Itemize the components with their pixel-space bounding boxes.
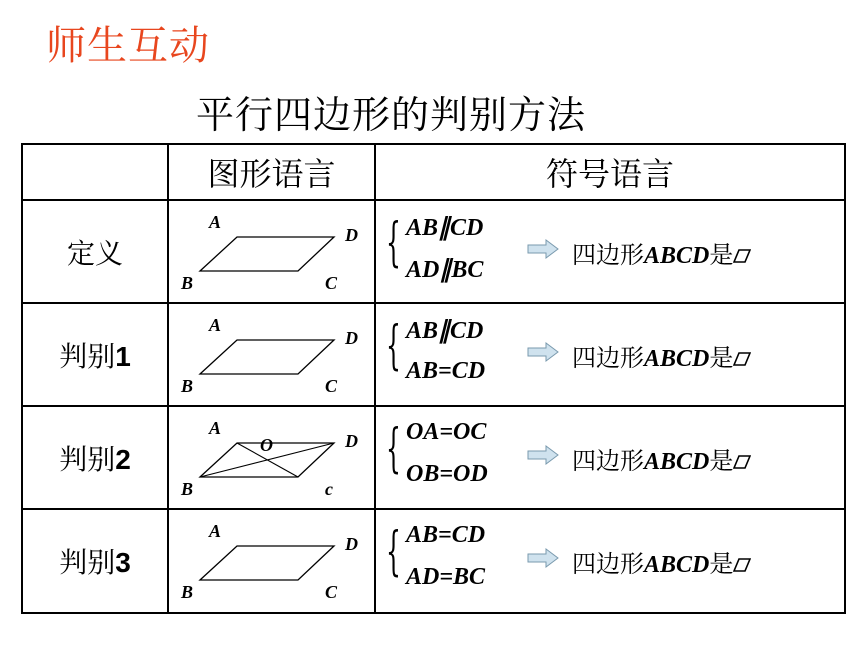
conclusion-prefix: 四边形 (572, 447, 644, 475)
conclusion-name: ABCD (644, 346, 710, 372)
condition-2: AB=CD (406, 358, 486, 384)
parallelogram-figure (169, 510, 374, 612)
parallelogram-figure (169, 201, 374, 302)
row-label (22, 303, 168, 406)
row-label (22, 200, 168, 303)
brace-icon: { (386, 316, 401, 376)
symbol-content (376, 407, 844, 508)
vertex-label-d: D (345, 431, 358, 451)
parallelogram-figure (169, 304, 374, 405)
vertex-label-a: A (209, 418, 222, 438)
parallelogram-figure (169, 407, 374, 508)
table-row (22, 200, 845, 303)
header-empty (22, 144, 168, 200)
row-label-text: 判别 (59, 546, 116, 579)
vertex-label-d: D (345, 225, 358, 245)
symbol-cell (375, 200, 845, 303)
conclusion-suffix: 是 (709, 550, 734, 578)
vertex-label-c: C (325, 273, 338, 293)
row-label-number: 2 (115, 443, 131, 475)
condition-1: AB∥CD (406, 318, 484, 344)
table-header-row (22, 144, 845, 200)
center-label-o: O (260, 435, 273, 455)
vertex-label-a: A (209, 521, 222, 541)
conclusion-prefix: 四边形 (572, 344, 644, 372)
page-title: 平行四边形的判别方法 (196, 93, 587, 137)
table-row (22, 406, 845, 509)
conclusion-text (572, 441, 751, 476)
condition-1: OA=OC (406, 419, 487, 445)
brace-icon: { (386, 213, 401, 273)
parallelogram-icon (733, 454, 751, 470)
symbol-content (376, 201, 844, 302)
conclusion-text (572, 338, 751, 373)
header-symbol-language: 符号语言 (375, 144, 845, 200)
header-title: 师生互动 (46, 23, 210, 69)
conclusion-name: ABCD (644, 243, 710, 269)
vertex-label-b: B (181, 582, 194, 602)
symbol-content (376, 510, 844, 612)
parallelogram-shape (200, 340, 334, 374)
condition-1: AB=CD (406, 522, 486, 548)
parallelogram-icon (733, 351, 751, 367)
row-label-text: 定义 (66, 236, 123, 270)
implies-arrow-icon (526, 548, 560, 568)
condition-2: AD∥BC (406, 257, 484, 283)
implies-arrow-icon (526, 239, 560, 259)
symbol-cell (375, 509, 845, 613)
vertex-label-b: B (181, 479, 194, 499)
figure-cell (168, 509, 375, 613)
row-label (22, 406, 168, 509)
parallelogram-icon (733, 248, 751, 264)
vertex-label-c: C (325, 376, 338, 396)
header-figure-language: 图形语言 (168, 144, 375, 200)
conclusion-name: ABCD (644, 449, 710, 475)
vertex-label-a: A (209, 212, 222, 232)
parallelogram-shape (200, 237, 334, 271)
condition-2: OB=OD (406, 461, 488, 487)
figure-cell (168, 303, 375, 406)
conclusion-suffix: 是 (709, 447, 734, 475)
vertex-label-b: B (181, 273, 194, 293)
figure-cell (168, 200, 375, 303)
conclusion-text (572, 544, 751, 579)
implies-arrow-icon (526, 445, 560, 465)
vertex-label-a: A (209, 315, 222, 335)
implies-arrow-icon (526, 342, 560, 362)
vertex-label-c: c (325, 479, 333, 499)
conclusion-suffix: 是 (709, 241, 734, 269)
vertex-label-b: B (181, 376, 194, 396)
condition-1: AB∥CD (406, 215, 484, 241)
figure-cell (168, 406, 375, 509)
symbol-cell (375, 303, 845, 406)
vertex-label-d: D (345, 328, 358, 348)
row-label (22, 509, 168, 613)
table-row (22, 509, 845, 613)
conclusion-prefix: 四边形 (572, 550, 644, 578)
conclusion-name: ABCD (644, 552, 710, 578)
table-row (22, 303, 845, 406)
parallelogram-shape (200, 546, 334, 580)
conclusion-suffix: 是 (709, 344, 734, 372)
row-label-text: 判别 (59, 442, 116, 476)
symbol-content (376, 304, 844, 405)
row-label-text: 判别 (59, 339, 116, 373)
row-label-number: 3 (115, 547, 131, 578)
brace-icon: { (386, 522, 401, 582)
conclusion-prefix: 四边形 (572, 241, 644, 269)
vertex-label-d: D (345, 534, 358, 554)
condition-2: AD=BC (406, 564, 486, 590)
vertex-label-c: C (325, 582, 338, 602)
conclusion-text (572, 235, 751, 270)
symbol-cell (375, 406, 845, 509)
methods-table (21, 143, 846, 614)
row-label-number: 1 (115, 340, 131, 372)
parallelogram-icon (733, 557, 751, 573)
brace-icon: { (386, 419, 401, 479)
